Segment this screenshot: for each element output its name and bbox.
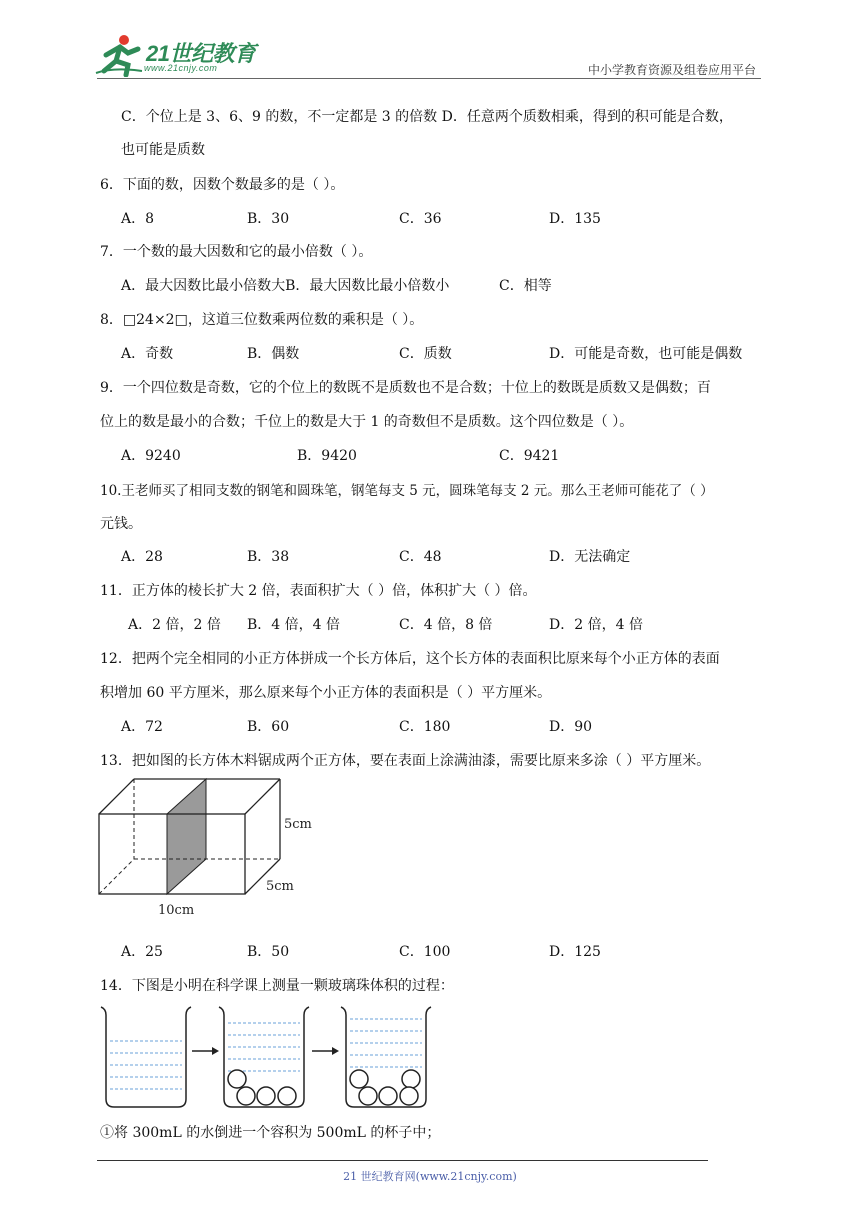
cuboid-figure <box>96 776 336 921</box>
runner-logo-icon <box>94 33 144 77</box>
q13-option-b: B．50 <box>247 944 290 960</box>
cut-plane-face <box>167 779 206 894</box>
beaker-3 <box>341 1007 431 1107</box>
q14-stem: 14．下图是小明在科学课上测量一颗玻璃珠体积的过程： <box>100 978 454 994</box>
q11-options <box>128 614 788 634</box>
footer-divider <box>97 1160 708 1161</box>
q6-options <box>121 208 781 228</box>
q7-options <box>121 275 781 295</box>
q12-stem-line2: 积增加 60 平方厘米，那么原来每个小正方体的表面积是（ ）平方厘米。 <box>100 685 552 701</box>
q7-option-c: C．相等 <box>499 278 552 294</box>
platform-title: 中小学教育资源及组卷应用平台 <box>587 63 756 77</box>
q11-option-a: A．2 倍，2 倍 <box>128 617 221 633</box>
q8-option-d: D．可能是奇数，也可能是偶数 <box>549 346 743 362</box>
q10-option-c: C．48 <box>399 549 442 565</box>
length-label: 10cm <box>158 903 195 918</box>
q8-options <box>121 343 781 363</box>
q8-option-a: A．奇数 <box>121 346 174 362</box>
q13-options <box>121 941 781 961</box>
q9-option-a: A．9240 <box>121 448 181 464</box>
q9-options <box>121 445 781 465</box>
q7-option-ab: A．最大因数比最小倍数大B．最大因数比最小倍数小 <box>121 278 450 294</box>
logo-url: www.21cnjy.com <box>144 63 218 73</box>
q12-option-a: A．72 <box>121 719 163 735</box>
q6-option-c: C．36 <box>399 211 442 227</box>
q12-stem-line1: 12．把两个完全相同的小正方体拼成一个长方体后，这个长方体的表面积比原来每个小正方体的表面 <box>100 651 720 667</box>
q11-stem: 11．正方体的棱长扩大 2 倍，表面积扩大（ ）倍，体积扩大（ ）倍。 <box>100 583 537 599</box>
q9-option-c: C．9421 <box>499 448 560 464</box>
beaker-2 <box>219 1007 309 1107</box>
q10-option-b: B．38 <box>247 549 290 565</box>
q5-option-d-cont: 也可能是质数 <box>121 142 205 158</box>
height-label: 5cm <box>284 817 312 832</box>
arrow-right-icon <box>312 1047 339 1055</box>
q12-option-c: C．180 <box>399 719 451 735</box>
q13-stem: 13．把如图的长方体木料锯成两个正方体，要在表面上涂满油漆，需要比原来多涂（ ）平方厘米。 <box>100 753 711 769</box>
depth-label: 5cm <box>266 879 294 894</box>
q12-option-d: D．90 <box>549 719 593 735</box>
q10-option-a: A．28 <box>121 549 163 565</box>
q13-option-a: A．25 <box>121 944 163 960</box>
q11-option-c: C．4 倍，8 倍 <box>399 617 493 633</box>
q8-option-b: B．偶数 <box>247 346 300 362</box>
q11-option-d: D．2 倍，4 倍 <box>549 617 643 633</box>
q6-option-a: A．8 <box>121 211 155 227</box>
q6-stem: 6．下面的数，因数个数最多的是（ ）。 <box>100 177 345 193</box>
logo-text: 21世纪教育 <box>146 41 256 66</box>
q9-option-b: B．9420 <box>297 448 357 464</box>
q10-option-d: D．无法确定 <box>549 549 631 565</box>
beaker-1 <box>101 1007 191 1107</box>
beaker-process-figure <box>98 1001 443 1113</box>
footer-link[interactable]: 21 世纪教育网(www.21cnjy.com) <box>343 1170 517 1183</box>
q9-stem-line2: 位上的数是最小的合数；千位上的数是大于 1 的奇数但不是质数。这个四位数是（ ）。 <box>100 414 634 430</box>
q8-option-c: C．质数 <box>399 346 452 362</box>
q8-stem: 8．□24×2□，这道三位数乘两位数的乘积是（ ）。 <box>100 312 424 328</box>
site-logo <box>94 33 274 78</box>
arrow-right-icon <box>192 1047 219 1055</box>
q14-step1: ①将 300mL 的水倒进一个容积为 500mL 的杯子中； <box>100 1125 441 1141</box>
q11-option-b: B．4 倍，4 倍 <box>247 617 341 633</box>
header-divider <box>97 78 761 79</box>
q12-option-b: B．60 <box>247 719 290 735</box>
q10-options <box>121 546 781 566</box>
q9-stem-line1: 9．一个四位数是奇数，它的个位上的数既不是质数也不是合数；十位上的数既是质数又是偶数；百 <box>100 380 711 396</box>
q6-option-d: D．135 <box>549 211 601 227</box>
q13-option-c: C．100 <box>399 944 451 960</box>
q10-stem-line2: 元钱。 <box>100 516 142 532</box>
q13-option-d: D．125 <box>549 944 601 960</box>
q6-option-b: B．30 <box>247 211 290 227</box>
q12-options <box>121 716 781 736</box>
q7-stem: 7．一个数的最大因数和它的最小倍数（ ）。 <box>100 244 373 260</box>
q5-option-cd: C．个位上是 3、6、9 的数，不一定都是 3 的倍数 D．任意两个质数相乘，得到的积可能是合数， <box>121 109 733 125</box>
q10-stem-line1: 10.王老师买了相同支数的钢笔和圆珠笔，钢笔每支 5 元，圆珠笔每支 2 元。那么王老师可能花了（ ） <box>100 483 714 499</box>
